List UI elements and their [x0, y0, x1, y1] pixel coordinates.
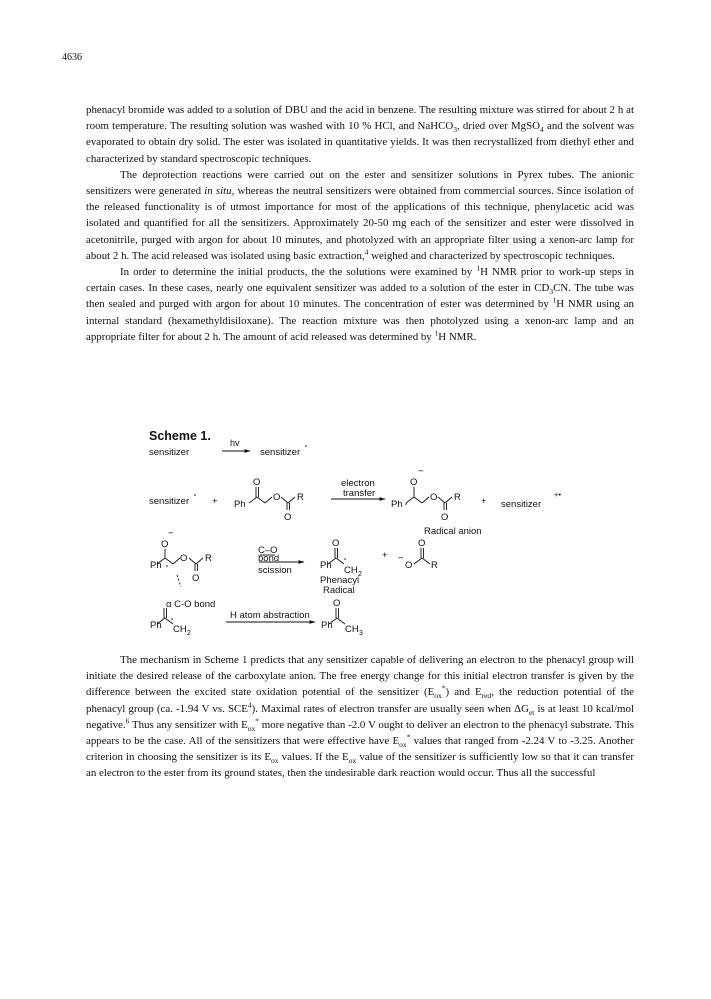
text-run: value of the sensitizer is sufficiently low so that it can transfer an electron to the ester from its ground states, then the undesirable dark reaction would occur. Thus all the successful	[86, 751, 634, 780]
paragraph	[86, 167, 634, 264]
text-run: phenacyl bromide was added to a solution of DBU and the acid in benzene. The resulting mixture was stirred for about 2 h at room temperature. The resulting solution was washed with 10 % HCl, and NaHCO	[86, 104, 634, 133]
r-label: R	[454, 492, 461, 503]
text-run: more negative than -2.0 V ought to deliver an electron to the phenacyl substrate. This appears to be the case. All of the sensitizers that were effective have E	[86, 718, 634, 748]
r-label: R	[297, 492, 304, 503]
arrow-label-h-abstraction: H atom abstraction	[230, 610, 310, 621]
text-run: ox	[434, 691, 442, 701]
text-run: ox	[399, 740, 407, 750]
ch3-label: CH	[345, 624, 359, 635]
scheme-1	[142, 430, 572, 645]
ch2-label: CH	[173, 624, 187, 635]
radical-cation-charge: +•	[554, 490, 562, 499]
text-run: 3	[453, 125, 457, 135]
text-run: The deprotection reactions were carried out on the ester and sensitizer solutions in Pyrex tubes. The anionic sensitizers were generated	[86, 168, 634, 198]
text-run: ) and E	[445, 686, 482, 699]
radical-dot	[305, 445, 307, 447]
text-run: H NMR prior to work-up steps in certain cases. In these cases, nearly one equivalent sensitizer was added to a solution of the ester in CD	[86, 266, 635, 295]
text-run: , dried over MgSO	[456, 120, 541, 133]
minus-charge: −	[418, 466, 424, 477]
ch2-label: CH	[344, 565, 358, 576]
page-number: 4636	[62, 52, 82, 63]
o-label: O	[430, 492, 438, 503]
minus-charge: −	[398, 553, 404, 564]
radical-dot	[166, 565, 168, 567]
o-label: O	[405, 560, 413, 571]
arrow-label-electron: electron	[341, 478, 375, 489]
text-run: 4	[364, 247, 369, 257]
o-label: O	[284, 512, 292, 523]
r-label: R	[431, 560, 438, 571]
paragraph	[86, 652, 634, 782]
ester-structure	[249, 487, 295, 510]
text-run: 4	[540, 125, 544, 135]
o-label: O	[418, 538, 426, 549]
text-run: values. If the E	[278, 751, 349, 764]
ch3-subscript: 3	[359, 630, 363, 637]
text-run: 1	[476, 263, 481, 273]
phenacyl-label: Phenacyl	[320, 575, 360, 586]
text-run: ). Maximal rates of electron transfer are usually seen when ΔG	[251, 702, 529, 715]
ph-label: Ph	[321, 620, 333, 631]
body-text-top	[86, 102, 634, 345]
text-run: in situ	[204, 185, 232, 198]
text-run: *	[255, 716, 259, 726]
text-run: *	[406, 732, 411, 742]
text-run: In order to determine the initial products, the the solutions were examined by	[120, 266, 477, 279]
text-run: , the reduction potential of the phenacyl group (ca. -1.94 V vs. SCE	[86, 686, 634, 715]
ph-label: Ph	[234, 499, 246, 510]
r-label: R	[205, 553, 212, 564]
ph-label: Ph	[391, 499, 403, 510]
text-run: *	[441, 683, 446, 693]
row2-right: sensitizer	[501, 499, 542, 510]
paragraph	[86, 264, 634, 345]
ch2-subscript: 2	[358, 571, 362, 578]
radical-dot	[405, 503, 407, 505]
text-run: 6	[125, 716, 130, 726]
text-run: 1	[434, 328, 439, 338]
text-run: is at least 10 kcal/mol negative.	[86, 702, 634, 731]
body-text-bottom	[86, 652, 634, 782]
text-run: values that ranged from -2.24 V to -3.25. Another criterion in choosing the sensitizer is its E	[86, 735, 634, 764]
radical-dot	[194, 494, 196, 496]
text-run: , whereas the neutral sensitizers were obtained from commercial sources. Since isolation of the released functionality is of utmost importance for most of the applications of this technique, phenylacetic acid was isolated and quantified for all the sensitizers. Approximately 20-50 mg each of the sensitizer and ester were dissolved in acetonitrile, purged with argon for about 10 minutes, and photolyzed with an appropriate filter using a xenon-arc lamp for about 2 h. The acid released was isolated using basic extraction,	[86, 185, 634, 262]
text-run: The mechanism in Scheme 1 predicts that any sensitizer capable of delivering an electron to the phenacyl group will initiate the desired release of the carboxylate anion. The free energy change for this initial electron transfer is given by the difference between the excited state oxidation potential of the sensitizer (E	[86, 654, 634, 699]
text-run: 3	[549, 287, 554, 297]
radical-dot	[344, 558, 346, 560]
arrow-label-scission: scission	[258, 565, 292, 576]
arrow-label-transfer: transfer	[343, 488, 376, 499]
radical-anion-label: Radical anion	[424, 526, 482, 537]
radical-label: Radical	[323, 585, 355, 596]
row1-arrow-label: hv	[230, 438, 240, 448]
text-run: ox	[247, 723, 256, 733]
text-run: and the solvent was evaporated to obtain dry solid. The ester was isolated in quantitative yields. It was then recrystallized from diethyl ether and characterized by standard spectroscopic techniques.	[86, 120, 634, 165]
row2-plus1: +	[212, 496, 218, 507]
text-run: H NMR using an internal standard (hexamethyldisiloxane). The reaction mixture was then photolyzed using a xenon-arc lamp and an appropriate filter for about 2 h. The amount of acid released was determined by	[86, 298, 634, 343]
radical-anion-structure	[406, 487, 452, 510]
row2-plus2: +	[481, 496, 487, 507]
text-run: red	[481, 691, 492, 701]
arrow-label-co: C–O	[258, 545, 278, 556]
text-run: 1	[552, 295, 557, 305]
ch2-subscript: 2	[187, 630, 191, 637]
o-label: O	[161, 539, 169, 550]
o-label: O	[332, 538, 340, 549]
o-label: O	[253, 477, 261, 488]
text-run: 4	[247, 699, 252, 709]
paragraph	[86, 102, 634, 167]
row1-right: sensitizer	[260, 447, 301, 458]
alpha-co-bond-label: α C-O bond	[166, 599, 216, 610]
o-label: O	[333, 598, 341, 609]
radical-dot	[171, 618, 173, 620]
text-run: ox	[271, 756, 279, 766]
o-label: O	[180, 553, 188, 564]
text-run: et	[528, 707, 535, 717]
o-label: O	[441, 512, 449, 523]
text-run: CN. The tube was then sealed and purged with argon for about 10 minutes. The concentration of ester was determined by	[86, 282, 634, 311]
arrow-label-bond: bond	[258, 553, 280, 564]
text-run: weighed and characterized by spectroscopic techniques.	[368, 249, 615, 262]
ph-label: Ph	[150, 620, 162, 631]
text-run: H NMR.	[438, 330, 477, 343]
text-run: ox	[348, 756, 357, 766]
row2-left: sensitizer	[149, 496, 190, 507]
row1-left: sensitizer	[149, 447, 190, 458]
scheme-title: Scheme 1.	[149, 430, 211, 443]
o-label: O	[410, 477, 418, 488]
o-label: O	[192, 573, 200, 584]
row3-plus: +	[382, 550, 388, 561]
ph-label: Ph	[150, 560, 162, 571]
text-run: Thus any sensitizer with E	[129, 718, 248, 731]
minus-charge: −	[168, 528, 174, 539]
carboxylate-structure	[414, 548, 430, 564]
scheme-1-figure	[142, 430, 572, 645]
o-label: O	[273, 492, 281, 503]
ph-label: Ph	[320, 560, 332, 571]
